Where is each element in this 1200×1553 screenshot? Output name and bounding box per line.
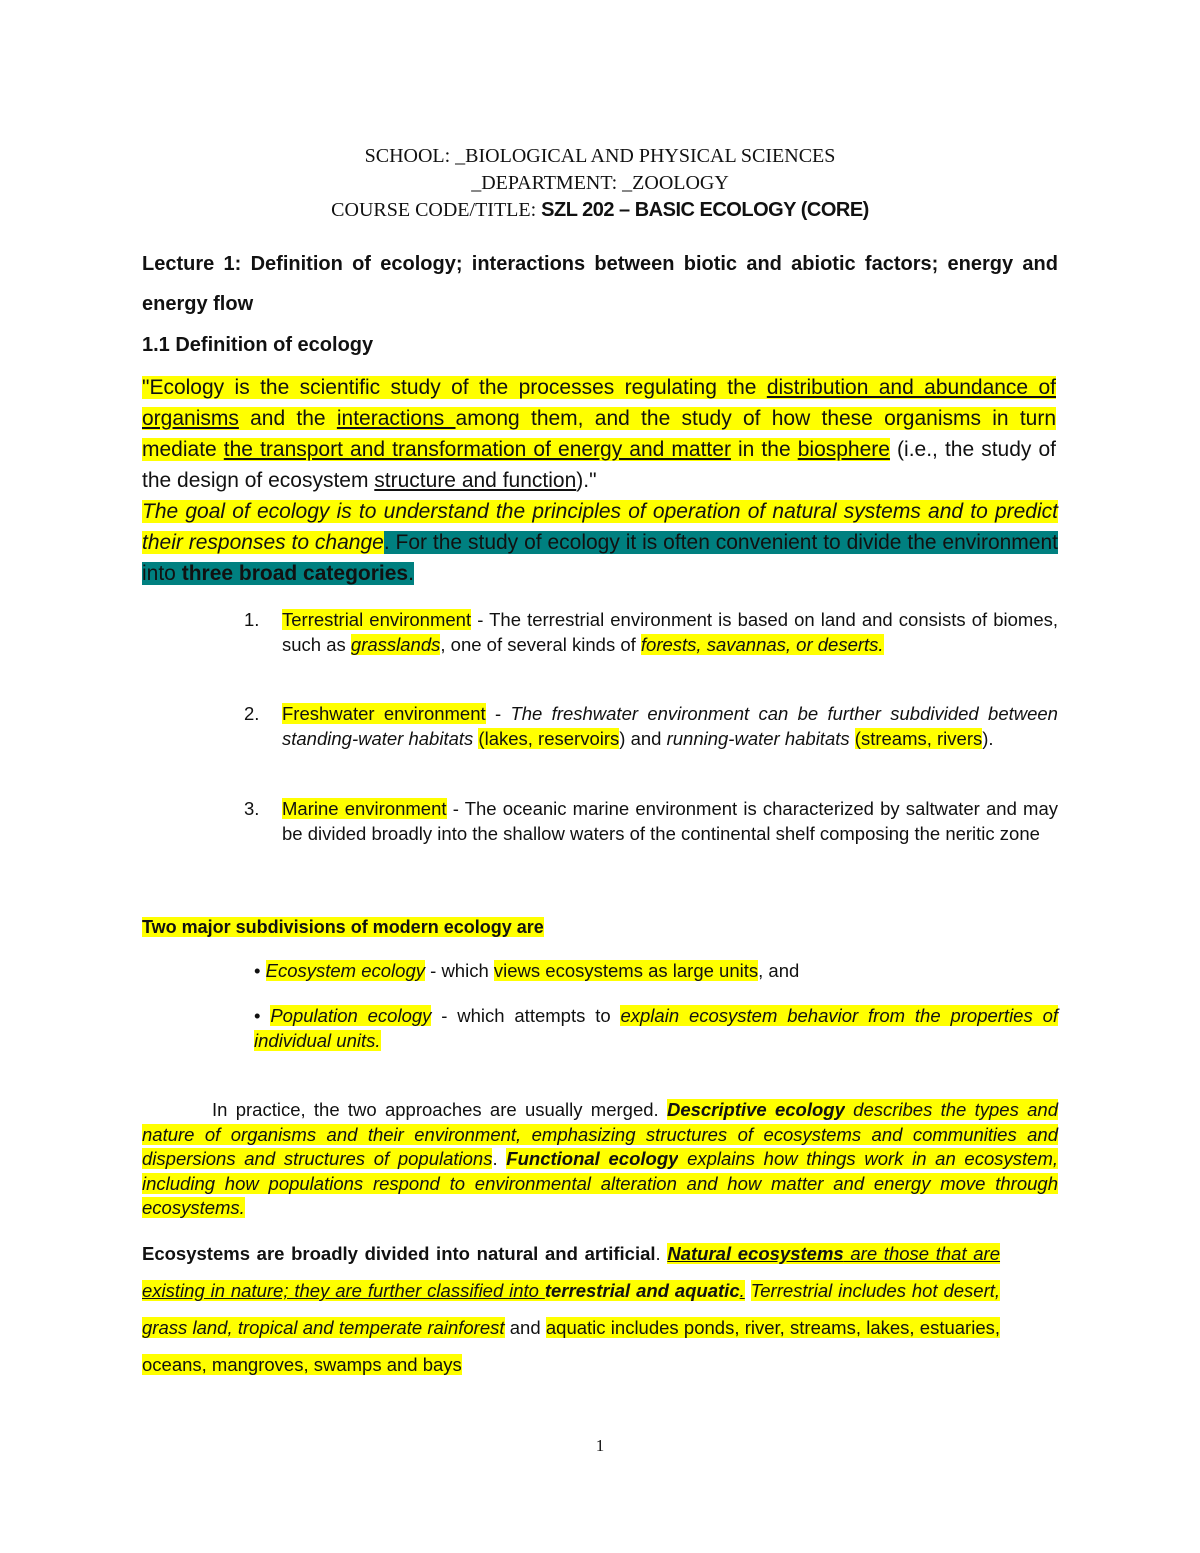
header-school: SCHOOL: _BIOLOGICAL AND PHYSICAL SCIENCES bbox=[364, 145, 836, 167]
ecosystems-paragraph bbox=[142, 1235, 1000, 1383]
goal-paragraph bbox=[142, 496, 1058, 589]
list-number: 1. bbox=[244, 609, 260, 630]
quote-text-5: (i.e., the study of the design of ecosystem bbox=[142, 438, 1056, 492]
eco-bold: Ecosystems are broadly divided into natural and artificial bbox=[142, 1243, 656, 1264]
goal-teal-bold: three broad categories bbox=[181, 562, 409, 585]
eco-italic-underline: . bbox=[739, 1280, 745, 1301]
eco-italic-underline: are those that are existing in nature; they are further classified into bbox=[142, 1243, 1001, 1301]
goal-teal-end: . bbox=[408, 562, 414, 585]
practice-italic: describes the types and nature of organisms and their environment, emphasizing structures of ecosystems and communities and dispersions and structures of populations bbox=[142, 1099, 1058, 1169]
quote-text-1: "Ecology is the scientific study of the processes regulating the bbox=[142, 376, 767, 399]
bullet-highlight: explain ecosystem behavior from the properties of individual units. bbox=[254, 1005, 1058, 1051]
course-prefix: COURSE CODE/TITLE: bbox=[331, 199, 542, 221]
bullet-ecosystem-ecology bbox=[254, 959, 1058, 984]
env-italic: running-water habitats bbox=[666, 727, 850, 749]
bullet-population-ecology bbox=[254, 1004, 1058, 1053]
eco-text bbox=[745, 1280, 751, 1301]
eco-italic: Terrestrial includes hot desert, grass land, tropical and temperate rainforest bbox=[142, 1280, 1001, 1338]
env-name: Freshwater environment bbox=[282, 703, 486, 724]
bullet-text: , and bbox=[758, 960, 800, 981]
quote-underline-3: the transport and transformation of energy and matter bbox=[223, 438, 731, 461]
env-text bbox=[850, 728, 855, 749]
quote-underline-2: interactions bbox=[336, 407, 456, 430]
practice-italic: explains how things work in an ecosystem, including how populations respond to environmental alteration and how matter and energy move through ecosystems. bbox=[142, 1148, 1058, 1218]
env-text: - bbox=[485, 703, 511, 724]
eco-text: and bbox=[504, 1317, 546, 1338]
eco-highlight: aquatic includes ponds, river, streams, lakes, estuaries, oceans, mangroves, swamps and bays bbox=[142, 1317, 1000, 1375]
env-italic: forests, savannas, or deserts. bbox=[640, 633, 884, 655]
subdivisions-heading bbox=[142, 917, 544, 938]
list-number: 3. bbox=[244, 798, 260, 819]
quote-text-4: in the bbox=[730, 438, 798, 461]
env-text: - The oceanic marine environment is characterized by saltwater and may be divided broadly into the shallow waters of the continental shelf composing the neritic zone bbox=[282, 798, 1058, 844]
env-highlight: (lakes, reservoirs bbox=[478, 727, 620, 749]
list-item-freshwater bbox=[244, 702, 1058, 751]
goal-teal-text: . For the study of ecology it is often convenient to divide the environment into bbox=[142, 531, 1058, 585]
page-number: 1 bbox=[595, 1436, 605, 1455]
practice-bold: Descriptive ecology bbox=[666, 1099, 845, 1120]
env-text: , one of several kinds of bbox=[440, 633, 641, 655]
list-number: 2. bbox=[244, 703, 260, 724]
env-name: Terrestrial environment bbox=[282, 609, 472, 630]
env-highlight: (streams, rivers bbox=[854, 727, 983, 749]
header-department: _DEPARTMENT: _ZOOLOGY bbox=[471, 172, 729, 194]
practice-text: In practice, the two approaches are usually merged. bbox=[212, 1099, 667, 1120]
quote-underline-1: distribution and abundance of organisms bbox=[142, 376, 1056, 430]
eco-bold-italic: terrestrial and aquatic bbox=[544, 1280, 740, 1301]
quote-text-3: among them, and the study of how these organisms in turn mediate bbox=[142, 407, 1057, 461]
env-text: - The terrestrial environment is based on land and consists of biomes, such as bbox=[282, 609, 1058, 655]
goal-italic: The goal of ecology is to understand the principles of operation of natural systems and to predict their responses to change bbox=[142, 500, 1058, 554]
header-course bbox=[0, 197, 1200, 224]
bullet-mark: • bbox=[254, 1005, 261, 1026]
quote-underline-4: biosphere bbox=[797, 438, 890, 461]
env-text: ). bbox=[982, 727, 994, 749]
env-name: Marine environment bbox=[282, 798, 447, 819]
practice-paragraph bbox=[142, 1098, 1058, 1221]
quote-underline-5: structure and function bbox=[374, 469, 577, 492]
section-heading-definition: 1.1 Definition of ecology bbox=[142, 334, 374, 356]
eco-bold-italic: Natural ecosystems bbox=[667, 1243, 844, 1264]
practice-bold: Functional ecology bbox=[506, 1148, 679, 1169]
bullet-highlight: views ecosystems as large units bbox=[493, 960, 759, 981]
quote-text-6: )." bbox=[576, 469, 597, 492]
env-text: ) and bbox=[619, 727, 667, 749]
quote-text-2: and the bbox=[238, 407, 337, 430]
bullet-name: Population ecology bbox=[270, 1005, 432, 1026]
bullet-name: Ecosystem ecology bbox=[265, 960, 425, 981]
course-title: SZL 202 – BASIC ECOLOGY (CORE) bbox=[541, 199, 869, 221]
practice-text: . bbox=[492, 1148, 507, 1169]
lecture-title: Lecture 1: Definition of ecology; interactions between biotic and abiotic factors; energy and energy flow bbox=[142, 253, 1058, 315]
bullet-text: - which bbox=[425, 960, 494, 981]
list-item-marine bbox=[244, 797, 1058, 846]
env-italic: grasslands bbox=[350, 633, 441, 655]
env-italic: The freshwater environment can be further subdivided between standing-water habitats bbox=[282, 703, 1058, 749]
eco-text: . bbox=[655, 1243, 668, 1264]
bullet-text: - which attempts to bbox=[431, 1005, 621, 1026]
bullet-mark: • bbox=[254, 960, 261, 981]
ecology-definition-quote bbox=[142, 372, 1056, 496]
list-item-terrestrial bbox=[244, 608, 1058, 657]
subdivisions-heading-text: Two major subdivisions of modern ecology are bbox=[142, 917, 544, 937]
